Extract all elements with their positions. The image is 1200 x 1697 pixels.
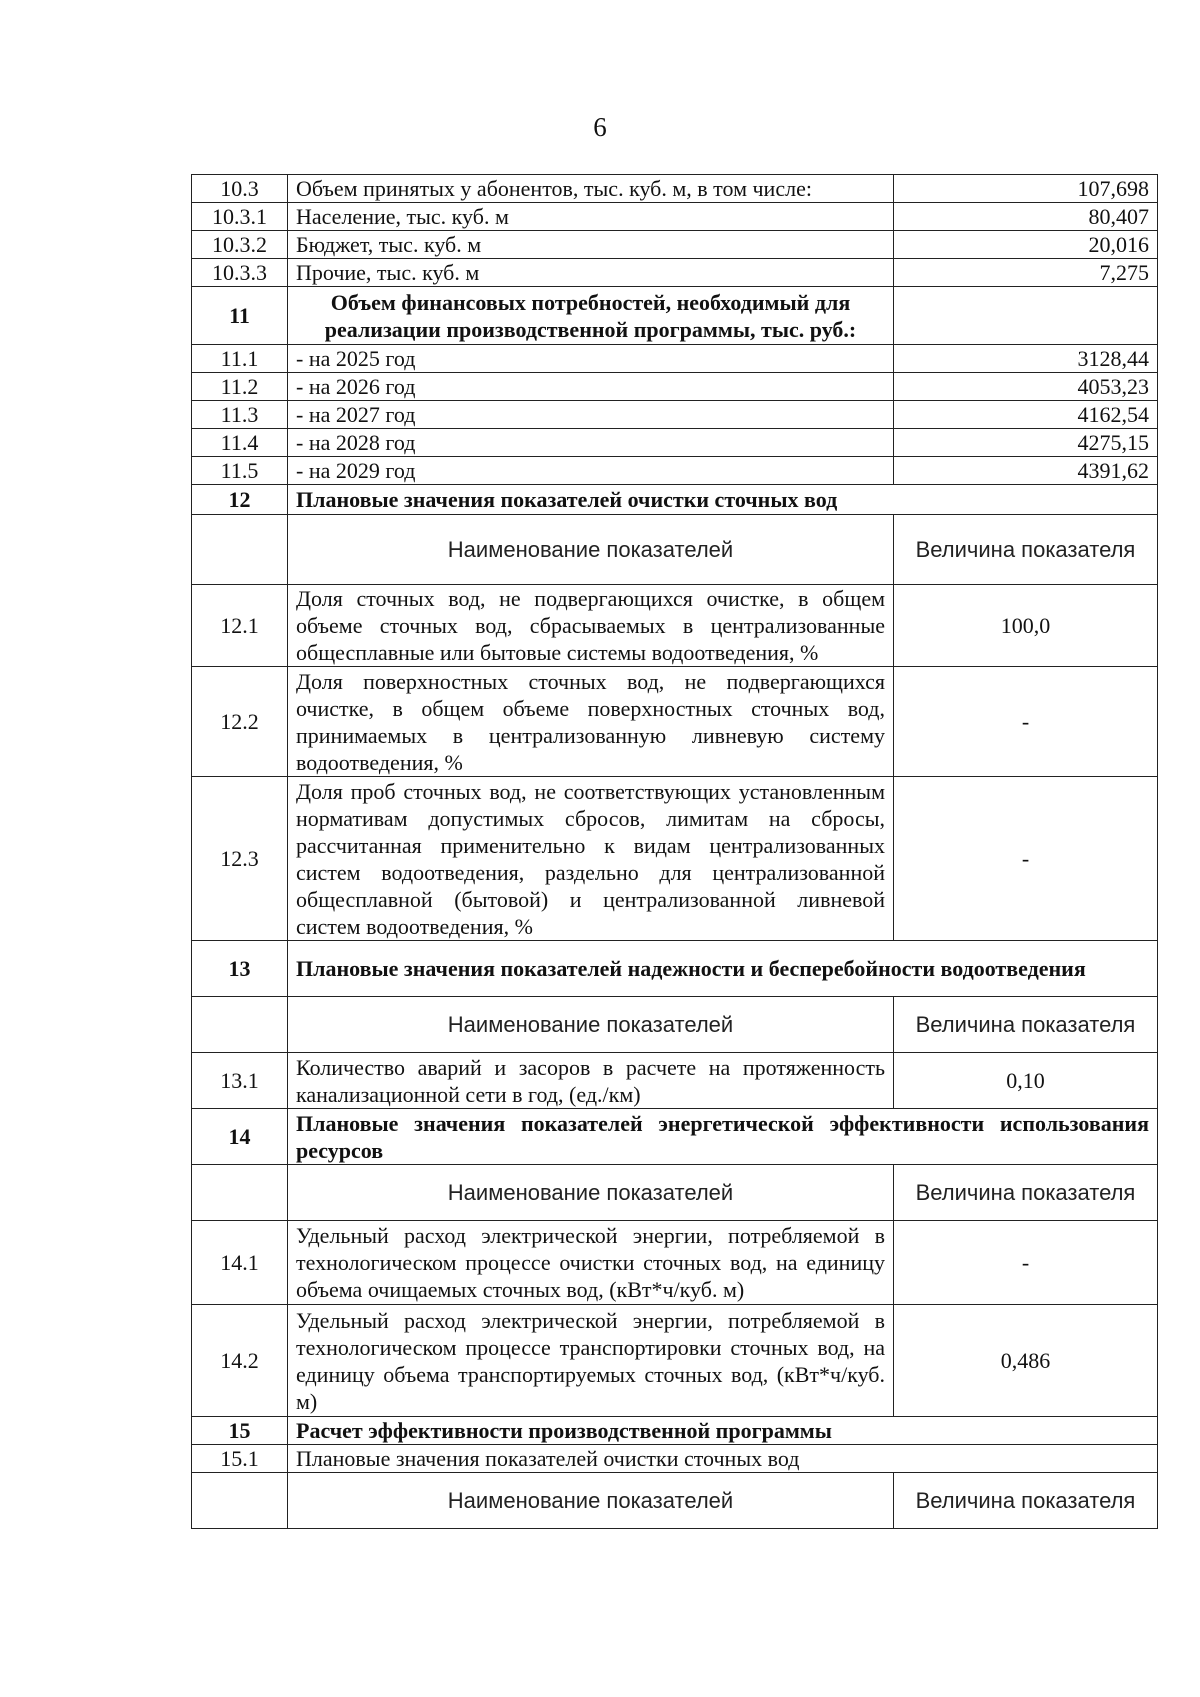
row-value: -: [894, 1221, 1158, 1305]
column-header-value: Величина показателя: [894, 515, 1158, 585]
row-number: 15.1: [192, 1445, 288, 1473]
row-text: - на 2027 год: [288, 401, 894, 429]
empty-cell: [192, 1165, 288, 1221]
row-text: Бюджет, тыс. куб. м: [288, 231, 894, 259]
section-title: Плановые значения показателей очистки сточных вод: [288, 485, 1158, 515]
table-row: [192, 1221, 1158, 1305]
table-row: [192, 777, 1158, 941]
row-number: 10.3.2: [192, 231, 288, 259]
row-value: 4275,15: [894, 429, 1158, 457]
row-number: 10.3: [192, 175, 288, 203]
section-row: [192, 287, 1158, 345]
row-number: 10.3.3: [192, 259, 288, 287]
table-row: [192, 1053, 1158, 1109]
table-row: [192, 429, 1158, 457]
row-value: 4053,23: [894, 373, 1158, 401]
row-value: 4391,62: [894, 457, 1158, 485]
column-header-value: Величина показателя: [894, 997, 1158, 1053]
row-text: Население, тыс. куб. м: [288, 203, 894, 231]
row-value: 4162,54: [894, 401, 1158, 429]
row-text: Доля поверхностных сточных вод, не подвергающихся очистке, в общем объеме поверхностных сточных вод, принимаемых в централизованную ливневую систему водоотведения, %: [288, 667, 894, 777]
row-number: 14.1: [192, 1221, 288, 1305]
row-text: Плановые значения показателей очистки сточных вод: [288, 1445, 1158, 1473]
table-row: [192, 231, 1158, 259]
row-text: Доля проб сточных вод, не соответствующих установленным нормативам допустимых сбросов, лимитам на сбросы, рассчитанная применительно к видам централизованных систем водоотведения, раздельно для централизованной общесплавной (бытовой) и централизованной ливневой систем водоотведения, %: [288, 777, 894, 941]
row-value: -: [894, 667, 1158, 777]
table-row: [192, 203, 1158, 231]
table-row: [192, 175, 1158, 203]
row-text: - на 2026 год: [288, 373, 894, 401]
page-number: 6: [593, 112, 607, 142]
table-row: [192, 667, 1158, 777]
column-header-value: Величина показателя: [894, 1473, 1158, 1529]
row-value: 0,486: [894, 1305, 1158, 1417]
table-row: [192, 345, 1158, 373]
column-header-name: Наименование показателей: [288, 1473, 894, 1529]
row-number: 14.2: [192, 1305, 288, 1417]
section-number: 14: [192, 1109, 288, 1165]
row-number: 12.2: [192, 667, 288, 777]
empty-cell: [192, 997, 288, 1053]
row-number: 11.3: [192, 401, 288, 429]
row-text: Прочие, тыс. куб. м: [288, 259, 894, 287]
table-row: [192, 1445, 1158, 1473]
row-text: Количество аварий и засоров в расчете на протяженность канализационной сети в год, (ед./км): [288, 1053, 894, 1109]
table-row: [192, 373, 1158, 401]
table-row: [192, 259, 1158, 287]
section-number: 13: [192, 941, 288, 997]
row-value: 100,0: [894, 585, 1158, 667]
column-header-row: [192, 1165, 1158, 1221]
section-number: 15: [192, 1417, 288, 1445]
row-text: - на 2028 год: [288, 429, 894, 457]
section-number: 12: [192, 485, 288, 515]
row-number: 12.3: [192, 777, 288, 941]
row-value: 3128,44: [894, 345, 1158, 373]
row-text: - на 2025 год: [288, 345, 894, 373]
row-text: Удельный расход электрической энергии, потребляемой в технологическом процессе очистки сточных вод, на единицу объема очищаемых сточных вод, (кВт*ч/куб. м): [288, 1221, 894, 1305]
section-title: Плановые значения показателей энергетической эффективности использования ресурсов: [288, 1109, 1158, 1165]
row-value: -: [894, 777, 1158, 941]
table-row: [192, 401, 1158, 429]
row-value: 80,407: [894, 203, 1158, 231]
row-number: 12.1: [192, 585, 288, 667]
section-row: [192, 941, 1158, 997]
row-number: 11.5: [192, 457, 288, 485]
empty-cell: [192, 1473, 288, 1529]
row-number: 11.4: [192, 429, 288, 457]
table-row: [192, 585, 1158, 667]
row-value: 20,016: [894, 231, 1158, 259]
section-row: [192, 485, 1158, 515]
row-number: 11.2: [192, 373, 288, 401]
section-title: Объем финансовых потребностей, необходимый для реализации производственной программы, тыс. руб.:: [288, 287, 894, 345]
row-value: 7,275: [894, 259, 1158, 287]
row-value: 107,698: [894, 175, 1158, 203]
section-number: 11: [192, 287, 288, 345]
column-header-name: Наименование показателей: [288, 1165, 894, 1221]
column-header-value: Величина показателя: [894, 1165, 1158, 1221]
table-row: [192, 1305, 1158, 1417]
row-text: Доля сточных вод, не подвергающихся очистке, в общем объеме сточных вод, сбрасываемых в централизованные общесплавные или бытовые системы водоотведения, %: [288, 585, 894, 667]
section-row: [192, 1417, 1158, 1445]
row-number: 11.1: [192, 345, 288, 373]
empty-cell: [192, 515, 288, 585]
column-header-name: Наименование показателей: [288, 997, 894, 1053]
column-header-row: [192, 515, 1158, 585]
row-text: Объем принятых у абонентов, тыс. куб. м, в том числе:: [288, 175, 894, 203]
column-header-row: [192, 997, 1158, 1053]
row-value: 0,10: [894, 1053, 1158, 1109]
column-header-row: [192, 1473, 1158, 1529]
empty-cell: [894, 287, 1158, 345]
section-title: Плановые значения показателей надежности и бесперебойности водоотведения: [288, 941, 1158, 997]
row-number: 13.1: [192, 1053, 288, 1109]
row-number: 10.3.1: [192, 203, 288, 231]
section-row: [192, 1109, 1158, 1165]
section-title: Расчет эффективности производственной программы: [288, 1417, 1158, 1445]
row-text: Удельный расход электрической энергии, потребляемой в технологическом процессе транспортировки сточных вод, на единицу объема транспортируемых сточных вод, (кВт*ч/куб. м): [288, 1305, 894, 1417]
row-text: - на 2029 год: [288, 457, 894, 485]
table-row: [192, 457, 1158, 485]
column-header-name: Наименование показателей: [288, 515, 894, 585]
indicators-table: [191, 174, 1158, 1529]
